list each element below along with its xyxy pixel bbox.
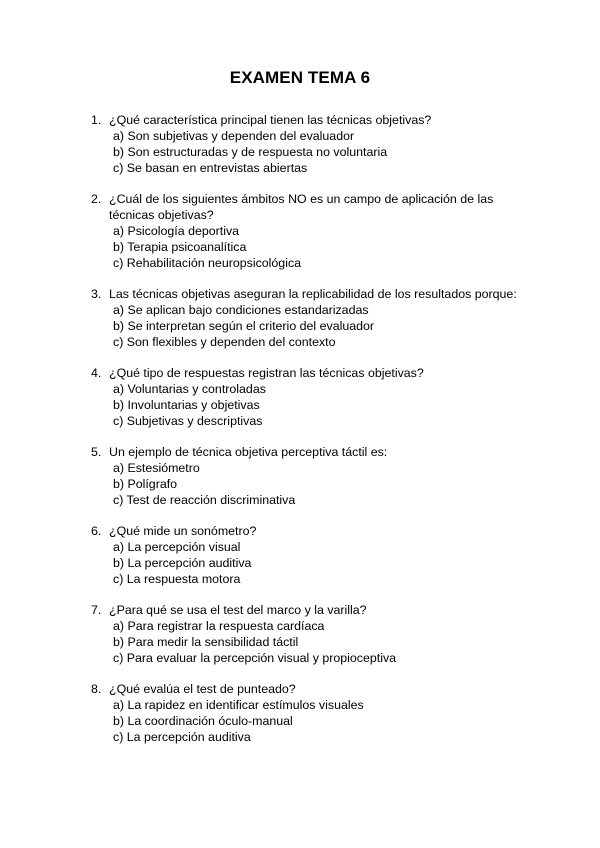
question-stem <box>0 286 600 302</box>
option-list <box>0 223 600 271</box>
option-b: b) Polígrafo <box>113 477 178 491</box>
option-b: b) Para medir la sensibilidad táctil <box>113 635 299 649</box>
option-list <box>0 128 600 176</box>
question-number: 8. <box>91 682 102 696</box>
question-stem <box>0 444 600 460</box>
question-text: ¿Qué mide un sonómetro? <box>109 524 257 538</box>
option-list <box>0 539 600 587</box>
option-b: b) Se interpretan según el criterio del evaluador <box>113 319 375 333</box>
option-c: c) Rehabilitación neuropsicológica <box>113 256 302 270</box>
option-a: a) Estesiómetro <box>113 461 200 475</box>
option-c: c) Subjetivas y descriptivas <box>113 414 263 428</box>
question-stem <box>0 112 600 128</box>
question-stem <box>0 523 600 539</box>
question-stem <box>0 191 600 223</box>
question-number: 3. <box>91 287 102 301</box>
option-b: b) Terapia psicoanalítica <box>113 240 247 254</box>
question-text: ¿Cuál de los siguientes ámbitos NO es un campo de aplicación de las técnicas objetivas? <box>109 192 494 222</box>
option-list <box>0 460 600 508</box>
option-c: c) Test de reacción discriminativa <box>113 493 296 507</box>
option-list <box>0 697 600 745</box>
option-a: a) Para registrar la respuesta cardíaca <box>113 619 325 633</box>
question-number: 5. <box>91 445 102 459</box>
question-stem <box>0 602 600 618</box>
question-8 <box>0 681 600 745</box>
question-stem <box>0 681 600 697</box>
question-list <box>0 112 600 760</box>
question-3 <box>0 286 600 350</box>
option-c: c) Se basan en entrevistas abiertas <box>113 161 308 175</box>
option-a: a) La percepción visual <box>113 540 241 554</box>
question-number: 7. <box>91 603 102 617</box>
question-text: ¿Qué evalúa el test de punteado? <box>109 682 296 696</box>
question-number: 4. <box>91 366 102 380</box>
question-text: ¿Qué tipo de respuestas registran las técnicas objetivas? <box>109 366 424 380</box>
question-number: 1. <box>91 113 102 127</box>
question-7 <box>0 602 600 666</box>
question-4 <box>0 365 600 429</box>
option-c: c) Son flexibles y dependen del contexto <box>113 335 336 349</box>
option-list <box>0 381 600 429</box>
option-a: a) Se aplican bajo condiciones estandarizadas <box>113 303 369 317</box>
question-text: Un ejemplo de técnica objetiva perceptiva táctil es: <box>109 445 388 459</box>
question-number: 2. <box>91 192 102 206</box>
option-b: b) Involuntarias y objetivas <box>113 398 260 412</box>
question-text: ¿Qué característica principal tienen las técnicas objetivas? <box>109 113 432 127</box>
question-2 <box>0 191 600 271</box>
option-b: b) La coordinación óculo-manual <box>113 714 293 728</box>
option-a: a) Son subjetivas y dependen del evaluador <box>113 129 355 143</box>
option-a: a) La rapidez en identificar estímulos visuales <box>113 698 364 712</box>
option-c: c) La percepción auditiva <box>113 730 251 744</box>
option-list <box>0 618 600 666</box>
question-text: ¿Para qué se usa el test del marco y la varilla? <box>109 603 367 617</box>
question-number: 6. <box>91 524 102 538</box>
question-text: Las técnicas objetivas aseguran la replicabilidad de los resultados porque: <box>109 287 517 301</box>
option-a: a) Psicología deportiva <box>113 224 240 238</box>
question-6 <box>0 523 600 587</box>
question-stem <box>0 365 600 381</box>
page-title: EXAMEN TEMA 6 <box>229 68 371 87</box>
question-5 <box>0 444 600 508</box>
question-1 <box>0 112 600 176</box>
option-b: b) Son estructuradas y de respuesta no voluntaria <box>113 145 388 159</box>
option-a: a) Voluntarias y controladas <box>113 382 266 396</box>
option-b: b) La percepción auditiva <box>113 556 252 570</box>
option-c: c) La respuesta motora <box>113 572 241 586</box>
option-list <box>0 302 600 350</box>
option-c: c) Para evaluar la percepción visual y propioceptiva <box>113 651 397 665</box>
